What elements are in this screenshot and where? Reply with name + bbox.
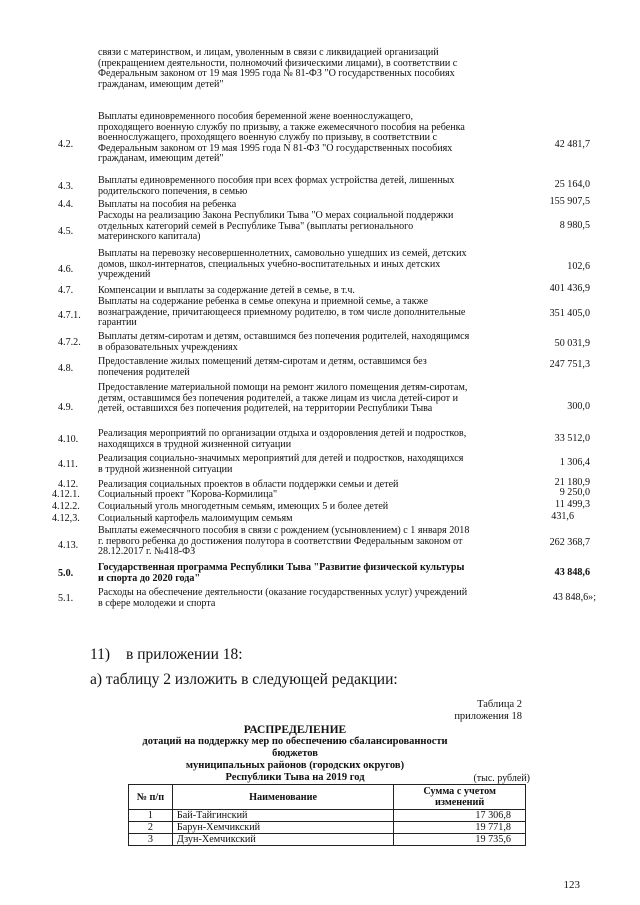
row-text: Предоставление материальной помощи на ремонт жилого помещения детям-сиротам, детям, оставшимся без попечения родителей, а также лицам из числа детей-сирот и детей, оставшихся без попечения родителей, на территории Республики Тыва xyxy=(98,382,468,415)
cell-number: 1 xyxy=(129,810,173,822)
row-text: Расходы на обеспечение деятельности (оказание государственных услуг) учреждений в сфере молодежи и спорта xyxy=(98,587,468,609)
cell-sum: 19 735,6 xyxy=(394,834,526,846)
row-text: Выплаты ежемесячного пособия в связи с рождением (усыновлением) с 1 января 2018 г. первого ребенка до достижения полутора в соответствии Федеральным законом от 28.12.2017 г. №418-ФЗ xyxy=(98,525,470,558)
col-header-sum: Сумма с учетом изменений xyxy=(394,785,526,810)
row-number: 4.3. xyxy=(58,181,74,192)
row-amount: 50 031,9 xyxy=(554,338,590,349)
row-number: 4.11. xyxy=(58,459,78,470)
cell-sum: 17 306,8 xyxy=(394,810,526,822)
row-text: Государственная программа Республики Тыва "Развитие физической культуры и спорта до 2020 года" xyxy=(98,562,465,584)
row-amount: 33 512,0 xyxy=(554,433,590,444)
page-number: 123 xyxy=(563,879,580,891)
table-ref-line1: Таблица 2 xyxy=(477,699,522,710)
distribution-table xyxy=(128,784,526,846)
row-text: Социальный уголь многодетным семьям, имеющих 5 и более детей xyxy=(98,501,389,512)
row-text: Предоставление жилых помещений детям-сиротам и детям, оставшимся без попечения родителей xyxy=(98,356,427,378)
cell-number: 3 xyxy=(129,834,173,846)
row-number: 4.4. xyxy=(58,199,74,210)
heading-line2: муниципальных районов (городских округов) xyxy=(185,760,405,771)
col-header-name: Наименование xyxy=(172,785,393,810)
row-text: Выплаты на содержание ребенка в семье опекуна и приемной семье, а также вознаграждение, причитающееся приемному родителю, в том числе дополнительные гарантии xyxy=(98,296,466,329)
row-amount: 155 907,5 xyxy=(549,196,590,207)
row-text: Компенсации и выплаты за содержание детей в семье, в т.ч. xyxy=(98,285,355,296)
row-amount: 43 848,6 xyxy=(554,567,590,578)
heading-line3: Республики Тыва на 2019 год xyxy=(225,772,365,783)
row-amount: 1 306,4 xyxy=(559,457,590,468)
col-header-number: № п/п xyxy=(129,785,173,810)
row-text: Выплаты единовременного пособия беременной жене военнослужащего, проходящего военную службу по призыву, а также ежемесячного пособия на ребенка военнослужащего, проходящего военную службу по призыву, в соответствии с Федеральным законом от 19 мая 1995 года N 81-ФЗ "О государственных пособиях гражданам, имеющим детей" xyxy=(98,111,465,165)
row-amount: 8 980,5 xyxy=(559,220,590,231)
row-amount: 102,6 xyxy=(567,261,590,272)
row-text: Социальный проект "Корова-Кормилица" xyxy=(98,489,278,500)
item-text: в приложении 18: xyxy=(126,646,243,663)
row-number: 5.1. xyxy=(58,593,74,604)
row-text: Выплаты единовременного пособия при всех формах устройства детей, лишенных родительского попечения, в семью xyxy=(98,175,455,197)
table-header-row xyxy=(129,785,526,810)
row-text: Социальный картофель малоимущим семьям xyxy=(98,513,293,524)
row-text: связи с материнством, и лицам, уволенным в связи с ликвидацией организаций (прекращением деятельности, полномочий физическими лицами), в соответствии с Федеральным законом от 19 мая 1995 года № 81-ФЗ "О государственных пособиях гражданам, имеющим детей" xyxy=(98,47,458,90)
cell-name: Дзун-Хемчикский xyxy=(172,834,393,846)
table-ref-line2: приложения 18 xyxy=(454,711,522,722)
row-text: Реализация социальных проектов в области поддержки семьи и детей xyxy=(98,479,399,490)
cell-name: Барун-Хемчикский xyxy=(172,822,393,834)
heading-title: РАСПРЕДЕЛЕНИЕ xyxy=(243,724,347,736)
row-number: 5.0. xyxy=(58,568,74,579)
row-text: Реализация социально-значимых мероприятий для детей и подростков, находящихся в трудной жизненной ситуации xyxy=(98,453,464,475)
row-amount: 42 481,7 xyxy=(554,139,590,150)
row-amount: 401 436,9 xyxy=(549,283,590,294)
table-reference xyxy=(454,699,522,723)
row-amount: 262 368,7 xyxy=(549,537,590,548)
item-a: а) таблицу 2 изложить в следующей редакции: xyxy=(90,671,398,688)
row-number: 4.13. xyxy=(58,540,79,551)
row-number: 4.12.1. xyxy=(52,489,80,500)
row-text: Расходы на реализацию Закона Республики Тыва "О мерах социальной поддержки отдельных категорий семей в Республике Тыва" (выплаты регионального материнского капитала) xyxy=(98,210,454,243)
row-text: Выплаты на пособия на ребенка xyxy=(98,199,237,210)
table-heading xyxy=(130,724,460,784)
row-number: 4.12.2. xyxy=(52,501,80,512)
row-amount: 431,6 xyxy=(551,511,574,522)
row-number: 4.9. xyxy=(58,402,74,413)
cell-number: 2 xyxy=(129,822,173,834)
cell-sum: 19 771,8 xyxy=(394,822,526,834)
row-number: 4.12. xyxy=(58,479,79,490)
row-amount: 9 250,0 xyxy=(559,487,590,498)
row-amount: 247 751,3 xyxy=(549,359,590,370)
row-number: 4.10. xyxy=(58,434,79,445)
row-amount: 11 499,3 xyxy=(555,499,590,510)
row-text: Выплаты детям-сиротам и детям, оставшимся без попечения родителей, находящимся в образовательных учреждениях xyxy=(98,331,470,353)
row-text: Выплаты на перевозку несовершеннолетних, самовольно ушедших из семей, детских домов, школ-интернатов, специальных учебно-воспитательных и иных детских учреждений xyxy=(98,248,467,281)
row-amount: 21 180,9 xyxy=(554,477,590,488)
row-amount: 300,0 xyxy=(567,401,590,412)
row-amount: 351 405,0 xyxy=(549,308,590,319)
cell-name: Бай-Тайгинский xyxy=(172,810,393,822)
row-text: Реализация мероприятий по организации отдыха и оздоровления детей и подростков, находящихся в трудной жизненной ситуации xyxy=(98,428,467,450)
row-number: 4.7. xyxy=(58,285,74,296)
row-number: 4.8. xyxy=(58,363,74,374)
row-amount: 43 848,6»; xyxy=(552,592,596,603)
row-number: 4.6. xyxy=(58,264,74,275)
row-number: 4.5. xyxy=(58,226,74,237)
heading-line1: дотаций на поддержку мер по обеспечению сбалансированности бюджетов xyxy=(142,736,448,759)
row-amount: 25 164,0 xyxy=(554,179,590,190)
table-row xyxy=(129,810,526,822)
table-row xyxy=(129,822,526,834)
row-number: 4.7.2. xyxy=(58,337,81,348)
unit-label: (тыс. рублей) xyxy=(473,773,530,784)
item-number: 11) xyxy=(90,646,111,663)
item-11 xyxy=(90,646,243,664)
row-number: 4.7.1. xyxy=(58,310,81,321)
row-number: 4.12,3. xyxy=(52,513,80,524)
table-row xyxy=(129,834,526,846)
row-number: 4.2. xyxy=(58,139,74,150)
